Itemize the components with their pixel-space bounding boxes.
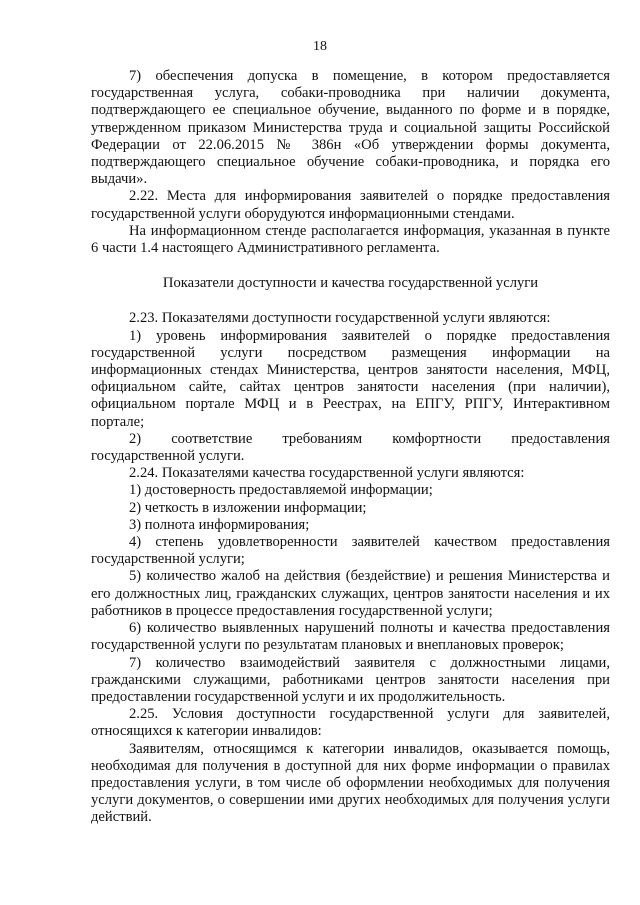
paragraph-2-22: 2.22. Места для информирования заявителей о порядке предоставления государственной услуги оборудуются информационными стендами. [91, 188, 610, 222]
paragraph-disabled-assistance: Заявителям, относящимся к категории инвалидов, оказывается помощь, необходимая для получения в доступной для них форме информации о правилах предоставления услуги, в том числе об оформлении необходимых для получения услуги документов, о совершении ими других необходимых для получения услуги действий. [91, 740, 610, 826]
paragraph-2-25: 2.25. Условия доступности государственной услуги для заявителей, относящихся к категории инвалидов: [91, 706, 610, 740]
list-item: 2) соответствие требованиям комфортности предоставления государственной услуги. [91, 430, 610, 465]
document-body [91, 68, 610, 827]
list-item: 6) количество выявленных нарушений полноты и качества предоставления государственной услуги по результатам плановых и внеплановых проверок; [91, 620, 610, 654]
list-item: 2) четкость в изложении информации; [129, 499, 367, 516]
paragraph-guide-dog-access: 7) обеспечения допуска в помещение, в котором предоставляется государственная услуга, собаки-проводника при наличии документа, подтверждающего ее специальное обучение, выданного по форме и в порядке, утвержденном приказом Министерства труда и социальной защиты Российской Федерации от 22.06.2015 № 386н «Об утверждении формы документа, подтверждающего специальное обучение собаки-проводника, и порядка его выдачи». [91, 68, 610, 188]
list-item: 1) достоверность предоставляемой информации; [129, 482, 433, 499]
paragraph-2-24: 2.24. Показателями качества государственной услуги являются: [129, 465, 525, 482]
list-item: 7) количество взаимодействий заявителя с должностными лицами, гражданскими служащими, работниками центров занятости населения при предоставлении государственной услуги и их продолжительность. [91, 654, 610, 705]
list-item: 4) степень удовлетворенности заявителей качеством предоставления государственной услуги; [91, 534, 610, 568]
list-item: 5) количество жалоб на действия (бездействие) и решения Министерства и его должностных лиц, гражданских служащих, центров занятости населения и их работников в процессе предоставления государственной услуги; [91, 568, 610, 619]
list-item: 1) уровень информирования заявителей о порядке предоставления государственной услуги посредством размещения информации на информационных стендах Министерства, центров занятости населения, МФЦ, официальном сайте, сайтах центров занятости населения (при наличии), официальном портале МФЦ и в Реестрах, на ЕПГУ, РПГУ, Интерактивном портале; [91, 327, 610, 430]
paragraph-info-stand: На информационном стенде располагается информация, указанная в пункте 6 части 1.4 настоящего Административного регламента. [91, 222, 610, 257]
paragraph-2-23: 2.23. Показателями доступности государственной услуги являются: [129, 310, 551, 327]
list-item: 3) полнота информирования; [129, 516, 310, 533]
page-number: 18 [313, 39, 327, 54]
section-heading: Показатели доступности и качества государственной услуги [162, 275, 539, 292]
